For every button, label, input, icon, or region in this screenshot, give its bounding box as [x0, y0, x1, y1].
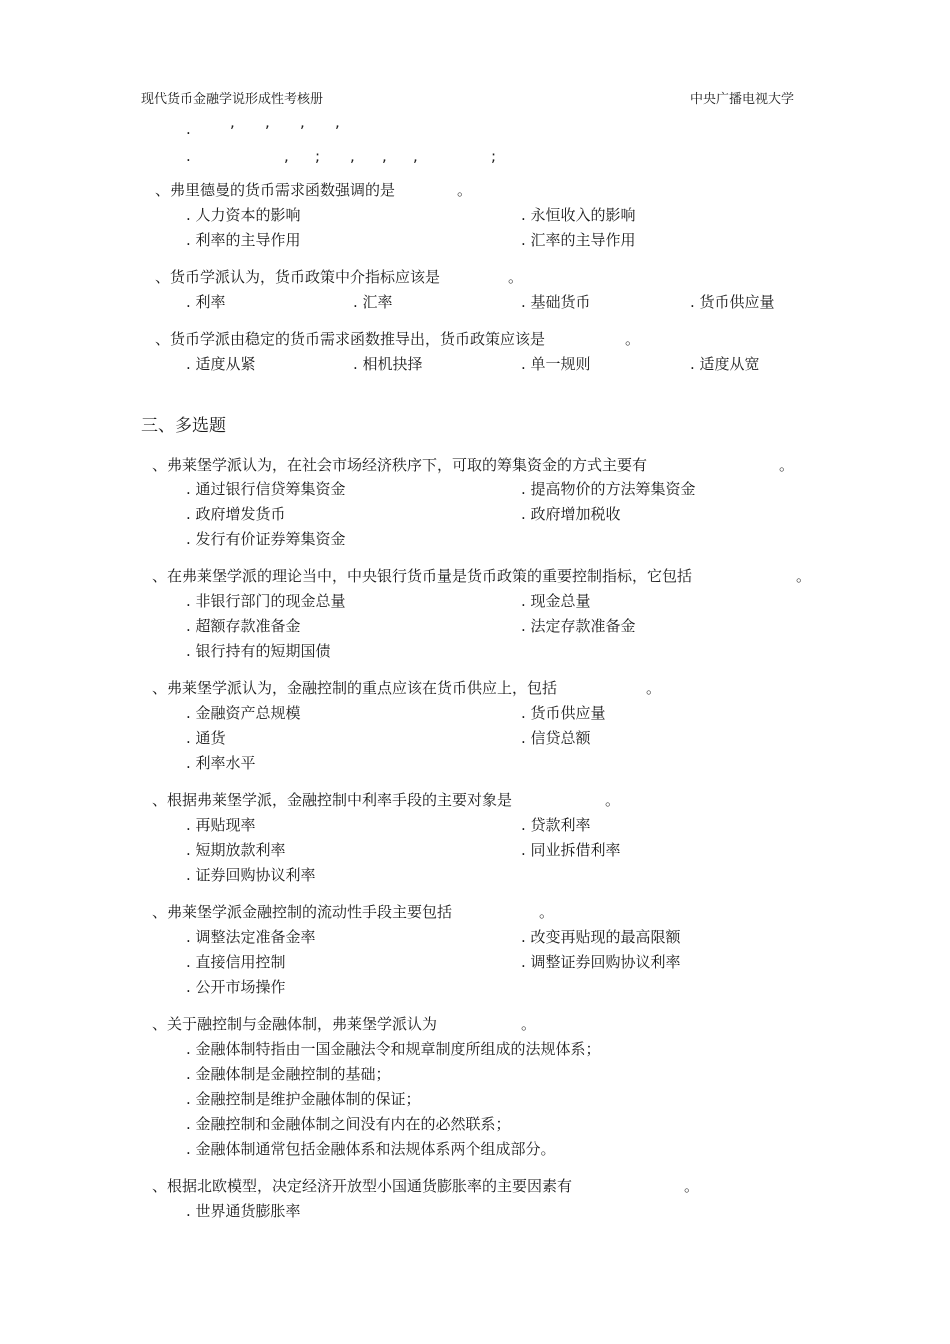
option-c: . 单一规则 [521, 355, 591, 373]
option-b: . 改变再贴现的最高限额 [521, 928, 681, 946]
option-b: . 金融体制是金融控制的基础； [186, 1065, 391, 1083]
option-e: . 银行持有的短期国债 [186, 642, 331, 660]
fragment: . [186, 120, 191, 138]
question-end: 。 [625, 330, 641, 348]
fragment: , [350, 147, 355, 165]
option-d: . 金融控制和金融体制之间没有内在的必然联系； [186, 1115, 511, 1133]
question-stem: 、货币学派认为，货币政策中介指标应该是 [155, 268, 441, 286]
option-a: . 利率 [186, 293, 226, 311]
question-end: 。 [521, 1015, 537, 1033]
option-c: . 金融控制是维护金融体制的保证； [186, 1090, 421, 1108]
question-stem: 、弗莱堡学派金融控制的流动性手段主要包括 [152, 903, 453, 921]
fragment: ; [491, 147, 497, 165]
option-a: . 世界通货膨胀率 [186, 1202, 301, 1220]
question-stem: 、关于融控制与金融体制，弗莱堡学派认为 [152, 1015, 438, 1033]
option-c: . 超额存款准备金 [186, 617, 301, 635]
option-d: . 同业拆借利率 [521, 841, 621, 859]
option-b: . 汇率 [353, 293, 393, 311]
fragment: , [230, 113, 235, 131]
option-b: . 相机抉择 [353, 355, 423, 373]
question-end: 。 [457, 181, 473, 199]
option-c: . 基础货币 [521, 293, 591, 311]
option-a: . 金融体制特指由一国金融法令和规章制度所组成的法规体系； [186, 1040, 601, 1058]
option-d: . 信贷总额 [521, 729, 591, 747]
option-a: . 非银行部门的现金总量 [186, 592, 346, 610]
option-e: . 利率水平 [186, 754, 256, 772]
question-stem: 、根据弗莱堡学派，金融控制中利率手段的主要对象是 [152, 791, 513, 809]
question-end: 。 [779, 456, 795, 474]
option-a: . 金融资产总规模 [186, 704, 301, 722]
option-a: . 调整法定准备金率 [186, 928, 316, 946]
question-stem: 、弗莱堡学派认为，在社会市场经济秩序下，可取的筹集资金的方式主要有 [152, 456, 648, 474]
option-c: . 短期放款利率 [186, 841, 286, 859]
fragment: , [335, 113, 340, 131]
option-b: . 永恒收入的影响 [521, 206, 636, 224]
option-d: . 政府增加税收 [521, 505, 621, 523]
option-e: . 公开市场操作 [186, 978, 286, 996]
question-end: 。 [796, 567, 812, 585]
option-d: . 货币供应量 [690, 293, 775, 311]
option-a: . 再贴现率 [186, 816, 256, 834]
section-title: 三、多选题 [141, 416, 226, 436]
option-c: . 通货 [186, 729, 226, 747]
fragment: ; [315, 147, 321, 165]
option-e: . 发行有价证券筹集资金 [186, 530, 346, 548]
option-b: . 现金总量 [521, 592, 591, 610]
fragment: , [300, 113, 305, 131]
option-b: . 提高物价的方法筹集资金 [521, 480, 696, 498]
option-a: . 通过银行信贷筹集资金 [186, 480, 346, 498]
question-stem: 、弗莱堡学派认为，金融控制的重点应该在货币供应上，包括 [152, 679, 558, 697]
fragment: . [186, 147, 191, 165]
option-d: . 调整证券回购协议利率 [521, 953, 681, 971]
option-b: . 货币供应量 [521, 704, 606, 722]
fragment: , [413, 147, 418, 165]
question-end: 。 [646, 679, 662, 697]
fragment: , [284, 147, 289, 165]
question-end: 。 [684, 1177, 700, 1195]
option-c: . 政府增发货币 [186, 505, 286, 523]
option-e: . 证券回购协议利率 [186, 866, 316, 884]
option-a: . 人力资本的影响 [186, 206, 301, 224]
question-stem: 、弗里德曼的货币需求函数强调的是 [155, 181, 396, 199]
option-c: . 直接信用控制 [186, 953, 286, 971]
header-course-title: 现代货币金融学说形成性考核册 [141, 92, 324, 107]
question-end: 。 [539, 903, 555, 921]
question-end: 。 [508, 268, 524, 286]
fragment: , [265, 113, 270, 131]
question-stem: 、根据北欧模型，决定经济开放型小国通货膨胀率的主要因素有 [152, 1177, 573, 1195]
option-d: . 法定存款准备金 [521, 617, 636, 635]
option-d: . 适度从宽 [690, 355, 760, 373]
option-d: . 汇率的主导作用 [521, 231, 636, 249]
option-e: . 金融体制通常包括金融体系和法规体系两个组成部分。 [186, 1140, 556, 1158]
question-end: 。 [605, 791, 621, 809]
fragment: , [382, 147, 387, 165]
header-institution: 中央广播电视大学 [690, 92, 795, 107]
question-stem: 、货币学派由稳定的货币需求函数推导出，货币政策应该是 [155, 330, 546, 348]
option-b: . 贷款利率 [521, 816, 591, 834]
option-c: . 利率的主导作用 [186, 231, 301, 249]
question-stem: 、在弗莱堡学派的理论当中，中央银行货币量是货币政策的重要控制指标，它包括 [152, 567, 693, 585]
option-a: . 适度从紧 [186, 355, 256, 373]
